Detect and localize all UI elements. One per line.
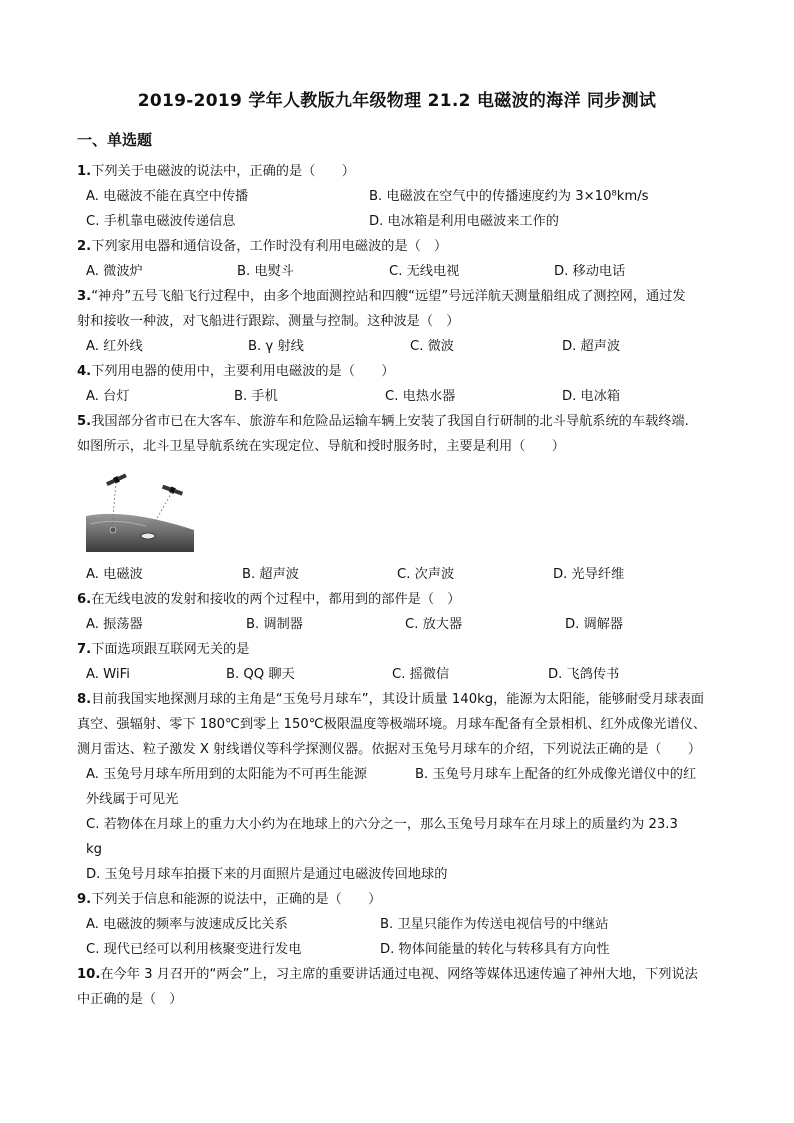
question-number: 4.	[77, 364, 92, 379]
satellite-icon	[86, 472, 194, 552]
option-a[interactable]: A. 红外线	[86, 339, 143, 354]
question-number: 10.	[77, 967, 101, 982]
question-text: 下列关于电磁波的说法中，正确的是（ ）	[91, 164, 355, 179]
question-number: 6.	[77, 592, 92, 607]
option-d[interactable]: D. 移动电话	[554, 264, 626, 279]
question-text: 下列家用电器和通信设备，工作时没有利用电磁波的是（ ）	[91, 239, 448, 254]
option-a[interactable]: A. 玉兔号月球车所用到的太阳能为不可再生能源	[86, 767, 367, 782]
question-text: “神舟”五号飞船飞行过程中，由多个地面测控站和四艘“远望”号远洋航天测量船组成了测控网，通过发	[91, 289, 686, 304]
question-number: 7.	[77, 642, 92, 657]
question-3-line-2: 射和接收一种波，对飞船进行跟踪、测量与控制。这种波是（ ）	[77, 314, 460, 329]
option-d[interactable]: D. 电冰箱	[562, 389, 621, 404]
question-8	[77, 687, 727, 712]
satellite-navigation-illustration	[86, 472, 194, 552]
option-a[interactable]: A. 振荡器	[86, 617, 143, 632]
question-2	[77, 234, 727, 259]
option-d[interactable]: D. 光导纤维	[553, 567, 625, 582]
question-text: 我国部分省市已在大客车、旅游车和危险品运输车辆上安装了我国自行研制的北斗导航系统的车载终端.	[91, 414, 689, 429]
page-title: 2019-2019 学年人教版九年级物理 21.2 电磁波的海洋 同步测试	[137, 91, 657, 111]
option-d[interactable]: D. 物体间能量的转化与转移具有方向性	[380, 942, 610, 957]
option-c[interactable]: C. 微波	[410, 339, 454, 354]
question-1	[77, 159, 727, 184]
option-d[interactable]: D. 电冰箱是利用电磁波来工作的	[369, 214, 559, 229]
option-b[interactable]: B. 卫星只能作为传送电视信号的中继站	[380, 917, 609, 932]
option-a[interactable]: A. 电磁波	[86, 567, 143, 582]
question-number: 9.	[77, 892, 92, 907]
option-c[interactable]: C. 现代已经可以利用核聚变进行发电	[86, 942, 302, 957]
option-c[interactable]: C. 无线电视	[389, 264, 460, 279]
option-a[interactable]: A. 电磁波不能在真空中传播	[86, 189, 249, 204]
question-number: 5.	[77, 414, 92, 429]
option-d[interactable]: D. 玉兔号月球车拍摄下来的月面照片是通过电磁波传回地球的	[86, 867, 448, 882]
option-c[interactable]: C. 放大器	[405, 617, 463, 632]
question-text: 在无线电波的发射和接收的两个过程中，都用到的部件是（ ）	[91, 592, 461, 607]
option-b[interactable]: B. 电磁波在空气中的传播速度约为 3×10⁸km/s	[369, 189, 649, 204]
question-5-line-2: 如图所示，北斗卫星导航系统在实现定位、导航和授时服务时，主要是利用（ ）	[77, 439, 565, 454]
option-b[interactable]: B. 电熨斗	[237, 264, 294, 279]
question-4	[77, 359, 727, 384]
question-text: 目前我国实地探测月球的主角是“玉兔号月球车”，其设计质量 140kg，能源为太阳能，能够耐受月球表面	[91, 692, 705, 707]
option-c[interactable]: C. 手机靠电磁波传递信息	[86, 214, 236, 229]
question-number: 2.	[77, 239, 92, 254]
question-9	[77, 887, 727, 912]
question-7	[77, 637, 727, 662]
question-10-line-2: 中正确的是（ ）	[77, 992, 183, 1007]
option-c-continued[interactable]: kg	[86, 842, 103, 857]
option-b-continued[interactable]: 外线属于可见光	[86, 792, 179, 807]
option-a[interactable]: A. 电磁波的频率与波速成反比关系	[86, 917, 288, 932]
option-b[interactable]: B. γ 射线	[248, 339, 304, 354]
option-d[interactable]: D. 飞鸽传书	[548, 667, 620, 682]
section-heading: 一、单选题	[77, 131, 153, 149]
option-a[interactable]: A. 微波炉	[86, 264, 143, 279]
option-b[interactable]: B. 超声波	[242, 567, 299, 582]
option-c[interactable]: C. 次声波	[397, 567, 455, 582]
question-text: 下面选项跟互联网无关的是	[91, 642, 250, 657]
question-number: 1.	[77, 164, 92, 179]
question-3	[77, 284, 727, 309]
option-d[interactable]: D. 超声波	[562, 339, 621, 354]
option-c[interactable]: C. 电热水器	[385, 389, 456, 404]
option-d[interactable]: D. 调解器	[565, 617, 624, 632]
option-b[interactable]: B. 手机	[234, 389, 278, 404]
option-b[interactable]: B. 玉兔号月球车上配备的红外成像光谱仪中的红	[415, 767, 697, 782]
question-8-line-3: 测月雷达、粒子激发 X 射线谱仪等科学探测仪器。依据对玉兔号月球车的介绍，下列说法正确的是（ ）	[77, 742, 702, 757]
option-a[interactable]: A. WiFi	[86, 667, 130, 682]
question-8-line-2: 真空、强辐射、零下 180℃到零上 150℃极限温度等极端环境。月球车配备有全景相机、红外成像光谱仪、	[77, 717, 707, 732]
question-number: 3.	[77, 289, 92, 304]
question-number: 8.	[77, 692, 92, 707]
question-6	[77, 587, 727, 612]
option-c[interactable]: C. 若物体在月球上的重力大小约为在地球上的六分之一，那么玉兔号月球车在月球上的质量约为 23.3	[86, 817, 678, 832]
option-b[interactable]: B. QQ 聊天	[226, 667, 295, 682]
question-text: 下列关于信息和能源的说法中，正确的是（ ）	[91, 892, 382, 907]
question-text: 下列用电器的使用中，主要利用电磁波的是（ ）	[91, 364, 395, 379]
question-5	[77, 409, 727, 434]
question-10	[77, 962, 727, 987]
question-text: 在今年 3 月召开的“两会”上，习主席的重要讲话通过电视、网络等媒体迅速传遍了神州大地，下列说法	[100, 967, 698, 982]
option-b[interactable]: B. 调制器	[246, 617, 303, 632]
option-a[interactable]: A. 台灯	[86, 389, 130, 404]
option-c[interactable]: C. 摇微信	[392, 667, 450, 682]
